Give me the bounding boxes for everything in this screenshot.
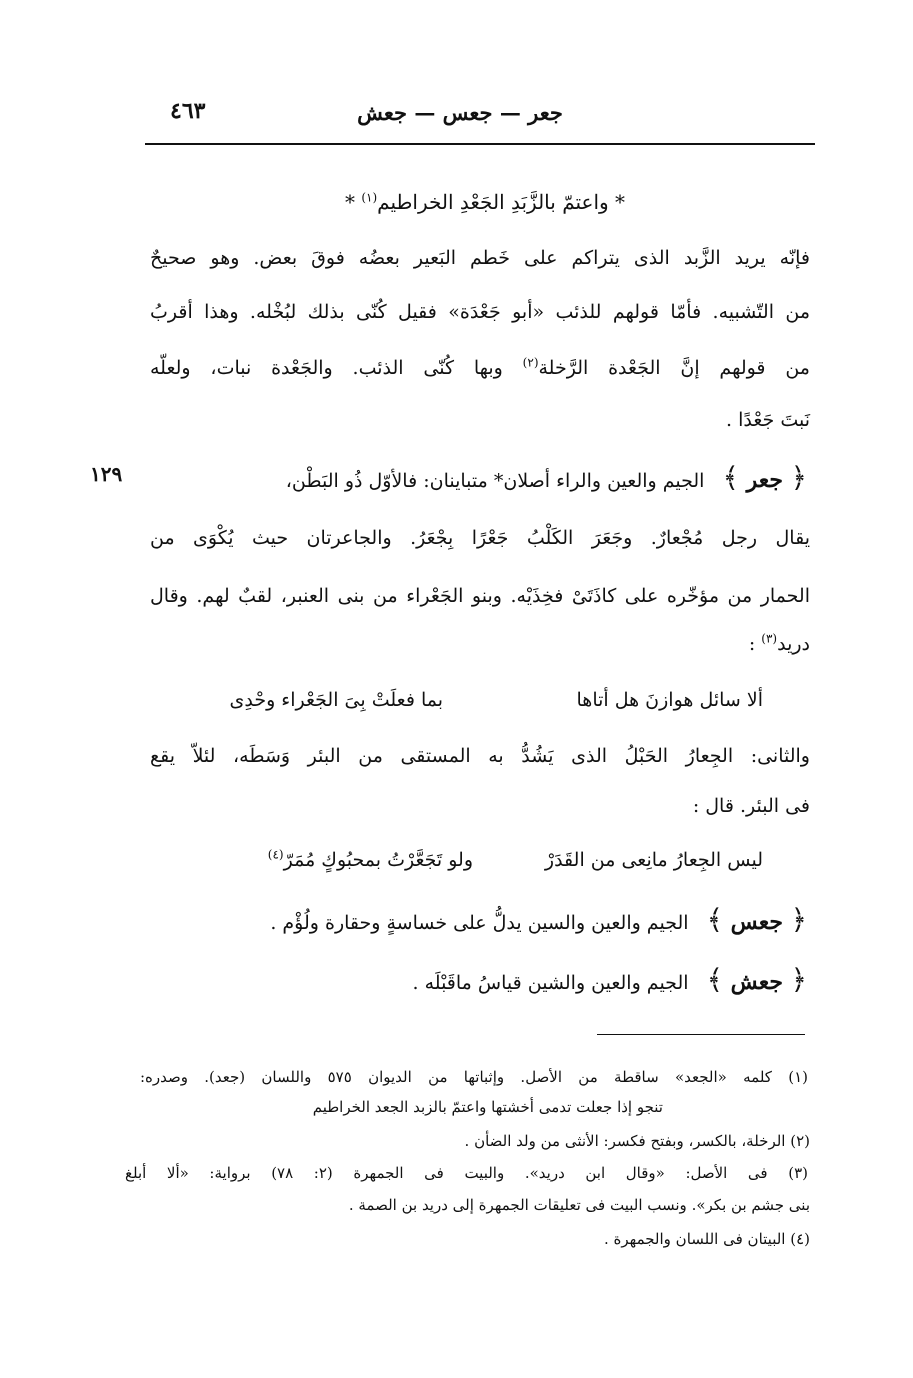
entry-head-jaash-text: جعش xyxy=(730,969,783,995)
footnote-3-cont: بنى جشم بن بكر». ونسب البيت فى تعليقات الجمهرة إلى دريد بن الصمة . xyxy=(348,1196,810,1214)
entry-jaash-text: الجيم والعين والشين قياسُ ماقَبْلَه . xyxy=(412,972,689,994)
jaar-line-2: يقال رجل مُجْعارٌ. وجَعَرَ الكَلْبُ جَعْرًا بِجْعَرُ. والجاعرتان حيث يُكْوَى من xyxy=(150,527,810,549)
footnote-4: (٤) البيتان فى اللسان والجمهرة . xyxy=(603,1230,810,1248)
jaar-line-4a: دريد xyxy=(777,633,810,655)
page-number: ٤٦٣ xyxy=(170,98,206,124)
jaar-para2-line-2: فى البئر. قال : xyxy=(692,795,810,817)
footnote-rule xyxy=(597,1034,805,1035)
para1-line-1: فإنّه يريد الزَّبد الذى يتراكم على خَطم البَعير بعضُه فوقَ بعض. وهو صحيحٌ xyxy=(150,247,810,269)
line-number-129: ١٢٩ xyxy=(90,462,123,486)
footnote-ref-3: (٣) xyxy=(761,631,778,646)
entry-jaas-line xyxy=(270,904,813,939)
verse1-hemistich-b: بما فعلَتْ بِىَ الجَعْراء وحْدِى xyxy=(229,689,443,711)
running-header-title: جعر — جعس — جعش xyxy=(357,100,563,125)
footnote-1: (١) كلمه «الجعد» ساقطة من الأصل. وإثباتها من الديوان ٥٧٥ واللسان (جعد). وصدره: xyxy=(140,1068,808,1086)
bracket-close: ﴾ xyxy=(722,461,739,494)
entry-jaas-text: الجيم والعين والسين يدلُّ على خساسةٍ وحقارة ولُؤْم . xyxy=(270,912,689,934)
jaar-line-3: الحمار من مؤخّره على كاذَتَىْ فخِذَيْه. وبنو الجَعْراء من بنى العنبر، لقبٌ لهم. وقال xyxy=(150,585,810,607)
entry-head-jaas-text: جعس xyxy=(730,909,783,935)
footnote-ref-4: (٤) xyxy=(267,847,284,862)
jaar-para2-line-1: والثانى: الجِعارُ الحَبْلُ الذى يَشُدُّ به المستقى من البئر وَسَطَه، لئلاّ يقع xyxy=(150,745,810,767)
entry-jaar-first-line xyxy=(193,462,813,497)
quote-end-mark: * xyxy=(344,190,355,214)
verse2-hemistich-b xyxy=(268,844,473,876)
para1-line-3a: من قولهم إنَّ الجَعْدة الرَّخلة xyxy=(538,357,810,379)
bracket-close: ﴾ xyxy=(706,963,723,996)
jaar-line-4 xyxy=(749,628,810,660)
footnote-ref-1: (١) xyxy=(361,190,378,205)
para1-line-3 xyxy=(150,352,810,384)
footnote-1-verse: تنجو إذا جعلت تدمى أخشتها واعتمّ بالزبد الجعد الخراطيم xyxy=(312,1098,663,1116)
quote-line xyxy=(320,186,650,218)
footnote-ref-2: (٢) xyxy=(522,355,539,370)
entry-head-jaash xyxy=(701,964,813,998)
para1-line-3b: وبها كُنّى الذئب. والجَعْدة نبات، ولعلّه xyxy=(150,357,523,379)
footnote-3: (٣) فى الأصل: «وقال ابن دريد». والبيت فى الجمهرة (٢: ٧٨) برواية: «ألا أبلغ xyxy=(125,1164,809,1182)
quote-text: * واعتمّ بالزَّبَدِ الجَعْدِ الخراطيم xyxy=(377,190,626,214)
entry-jaar-first-text: الجيم والعين والراء أصلان* متباينان: فالأوّل ذُو البَطْن، xyxy=(285,470,705,492)
header-rule xyxy=(145,143,815,145)
verse1-hemistich-a: ألا سائل هوازنَ هل أتاها xyxy=(576,689,763,711)
footnote-2: (٢) الرخلة، بالكسر، وبفتح فكسر: الأنثى من ولد الضأن . xyxy=(464,1132,810,1150)
bracket-close: ﴾ xyxy=(706,903,723,936)
verse2-hemistich-a: ليس الجِعارُ مانِعى من القَدَرْ xyxy=(544,849,763,871)
bracket-open: ﴿ xyxy=(790,903,807,936)
jaar-line-4b: : xyxy=(748,633,762,655)
bracket-open: ﴿ xyxy=(790,461,807,494)
bracket-open: ﴿ xyxy=(790,963,807,996)
verse2-hemistich-b-text: ولو تَجَعَّرْتُ بمحبُوكٍ مُمَرّ xyxy=(283,849,473,871)
para1-line-4: نَبتَ جَعْدًا . xyxy=(726,409,810,431)
entry-head-jaas xyxy=(701,904,813,938)
entry-head-jaar-text: جعر xyxy=(746,467,783,493)
para1-line-2: من التّشبيه. فأمّا قولهم للذئب «أبو جَعْدَة» فقيل كُنّى بذلك لبُخْله. وهذا أقربُ xyxy=(150,301,810,323)
entry-head-jaar xyxy=(716,462,813,496)
entry-jaash-line xyxy=(413,964,813,999)
